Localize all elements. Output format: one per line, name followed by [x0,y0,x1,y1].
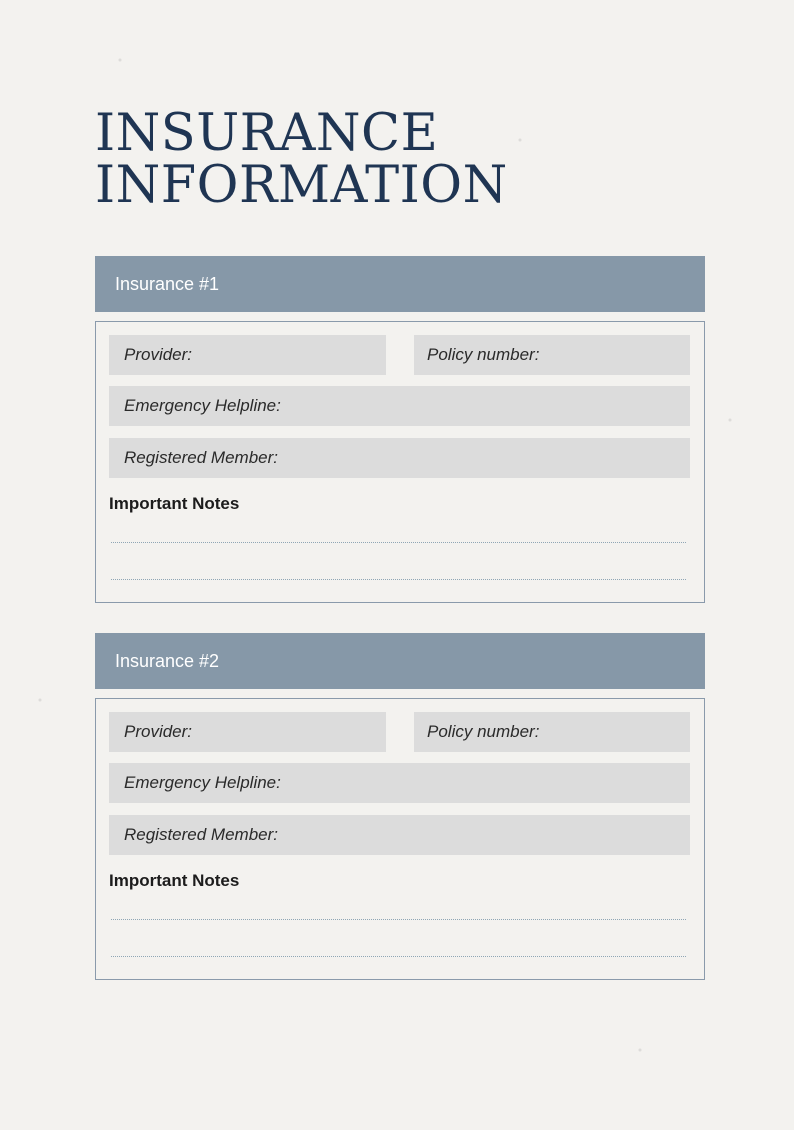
emergency-helpline-field[interactable]: Emergency Helpline: [109,763,690,803]
provider-field[interactable]: Provider: [109,712,386,752]
policy-number-field[interactable]: Policy number: [414,335,690,375]
notes-line[interactable] [111,579,686,580]
registered-member-field[interactable]: Registered Member: [109,815,690,855]
insurance-section-1 [95,256,705,603]
notes-line[interactable] [111,919,686,920]
registered-member-field[interactable]: Registered Member: [109,438,690,478]
policy-number-field[interactable]: Policy number: [414,712,690,752]
section-header: Insurance #1 [95,256,705,312]
notes-line[interactable] [111,542,686,543]
important-notes-label: Important Notes [109,494,240,513]
page-title: INSURANCE INFORMATION [95,104,508,215]
insurance-card [95,698,705,980]
notes-line[interactable] [111,956,686,957]
important-notes-label: Important Notes [109,871,240,890]
provider-field[interactable]: Provider: [109,335,386,375]
section-header: Insurance #2 [95,633,705,689]
insurance-card [95,321,705,603]
insurance-section-2 [95,633,705,980]
emergency-helpline-field[interactable]: Emergency Helpline: [109,386,690,426]
